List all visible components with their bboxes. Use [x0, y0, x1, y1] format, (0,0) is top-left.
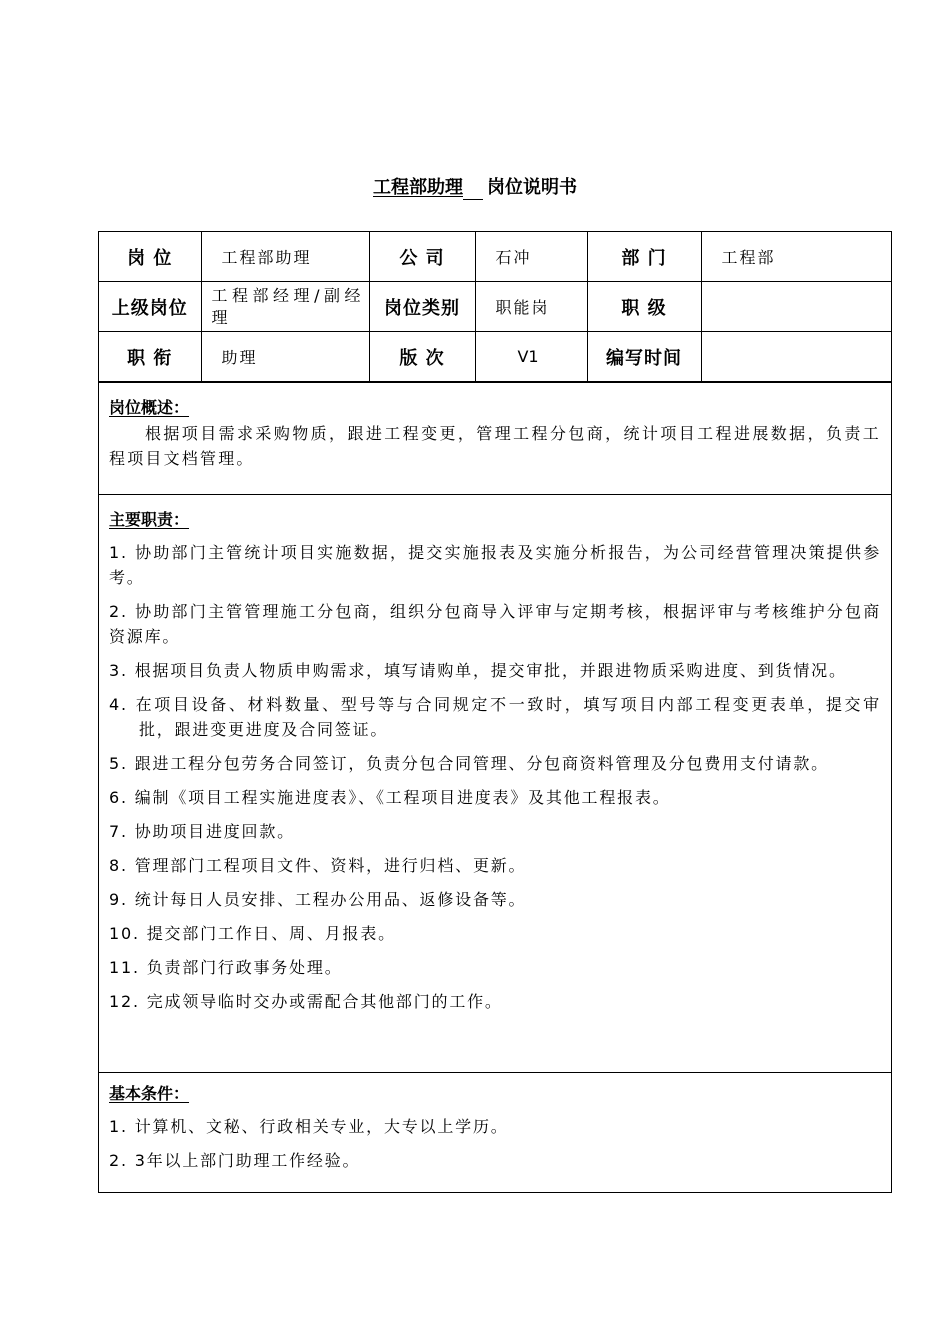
- title-underline-gap: [463, 181, 483, 200]
- date-label: 编写时间: [587, 332, 701, 382]
- list-item: 9. 统计每日人员安排、工程办公用品、返修设备等。: [109, 890, 527, 909]
- grade-value: [701, 282, 891, 332]
- duties-heading: 主要职责：: [109, 510, 190, 529]
- requirements-list: [109, 1114, 881, 1173]
- list-item: 1. 协助部门主管统计项目实施数据，提交实施报表及实施分析报告，为公司经营管理决策提供参考。: [109, 543, 881, 587]
- info-row: [99, 332, 891, 382]
- company-label: 公 司: [369, 232, 475, 282]
- company-value: 石冲: [475, 232, 587, 282]
- superior-value: 工程部经理/副经理: [201, 282, 369, 332]
- title-part-1: 工程部助理: [373, 177, 463, 198]
- list-item: 12. 完成领导临时交办或需配合其他部门的工作。: [109, 992, 503, 1011]
- category-value: 职能岗: [475, 282, 587, 332]
- position-label: 岗 位: [99, 232, 201, 282]
- duties-section: [99, 494, 891, 1072]
- list-item: 7. 协助项目进度回款。: [109, 822, 295, 841]
- overview-section: [99, 382, 891, 494]
- list-item: 11. 负责部门行政事务处理。: [109, 958, 343, 977]
- document-title: [0, 176, 950, 200]
- list-item: 4. 在项目设备、材料数量、型号等与合同规定不一致时，填写项目内部工程变更表单，提交审批，跟进变更进度及合同签证。: [109, 695, 881, 739]
- requirements-heading: 基本条件：: [109, 1084, 190, 1103]
- info-table: [99, 232, 891, 382]
- overview-text: 根据项目需求采购物质，跟进工程变更，管理工程分包商，统计项目工程进展数据，负责工程项目文档管理。: [109, 424, 881, 468]
- duties-list: [109, 540, 881, 1014]
- superior-label: 上级岗位: [99, 282, 201, 332]
- department-label: 部 门: [587, 232, 701, 282]
- job-description-frame: [98, 231, 892, 1193]
- info-row: [99, 232, 891, 282]
- grade-label: 职 级: [587, 282, 701, 332]
- requirements-section: [99, 1072, 891, 1192]
- list-item: 8. 管理部门工程项目文件、资料，进行归档、更新。: [109, 856, 527, 875]
- position-value: 工程部助理: [201, 232, 369, 282]
- title-value: 助理: [201, 332, 369, 382]
- list-item: 1. 计算机、文秘、行政相关专业，大专以上学历。: [109, 1117, 509, 1136]
- overview-heading: 岗位概述：: [109, 398, 190, 417]
- title-label: 职 衔: [99, 332, 201, 382]
- list-item: 2. 协助部门主管管理施工分包商，组织分包商导入评审与定期考核，根据评审与考核维护分包商资源库。: [109, 602, 881, 646]
- title-part-2: 岗位说明书: [487, 177, 577, 198]
- date-value: [701, 332, 891, 382]
- list-item: 10. 提交部门工作日、周、月报表。: [109, 924, 396, 943]
- list-item: 2. 3年以上部门助理工作经验。: [109, 1151, 361, 1170]
- list-item: 6. 编制《项目工程实施进度表》、《工程项目进度表》及其他工程报表。: [109, 788, 671, 807]
- department-value: 工程部: [701, 232, 891, 282]
- version-label: 版 次: [369, 332, 475, 382]
- category-label: 岗位类别: [369, 282, 475, 332]
- list-item: 5. 跟进工程分包劳务合同签订，负责分包合同管理、分包商资料管理及分包费用支付请款。: [109, 754, 829, 773]
- version-value: V1: [475, 332, 587, 382]
- info-row: [99, 282, 891, 332]
- list-item: 3. 根据项目负责人物质申购需求，填写请购单，提交审批，并跟进物质采购进度、到货情况。: [109, 661, 847, 680]
